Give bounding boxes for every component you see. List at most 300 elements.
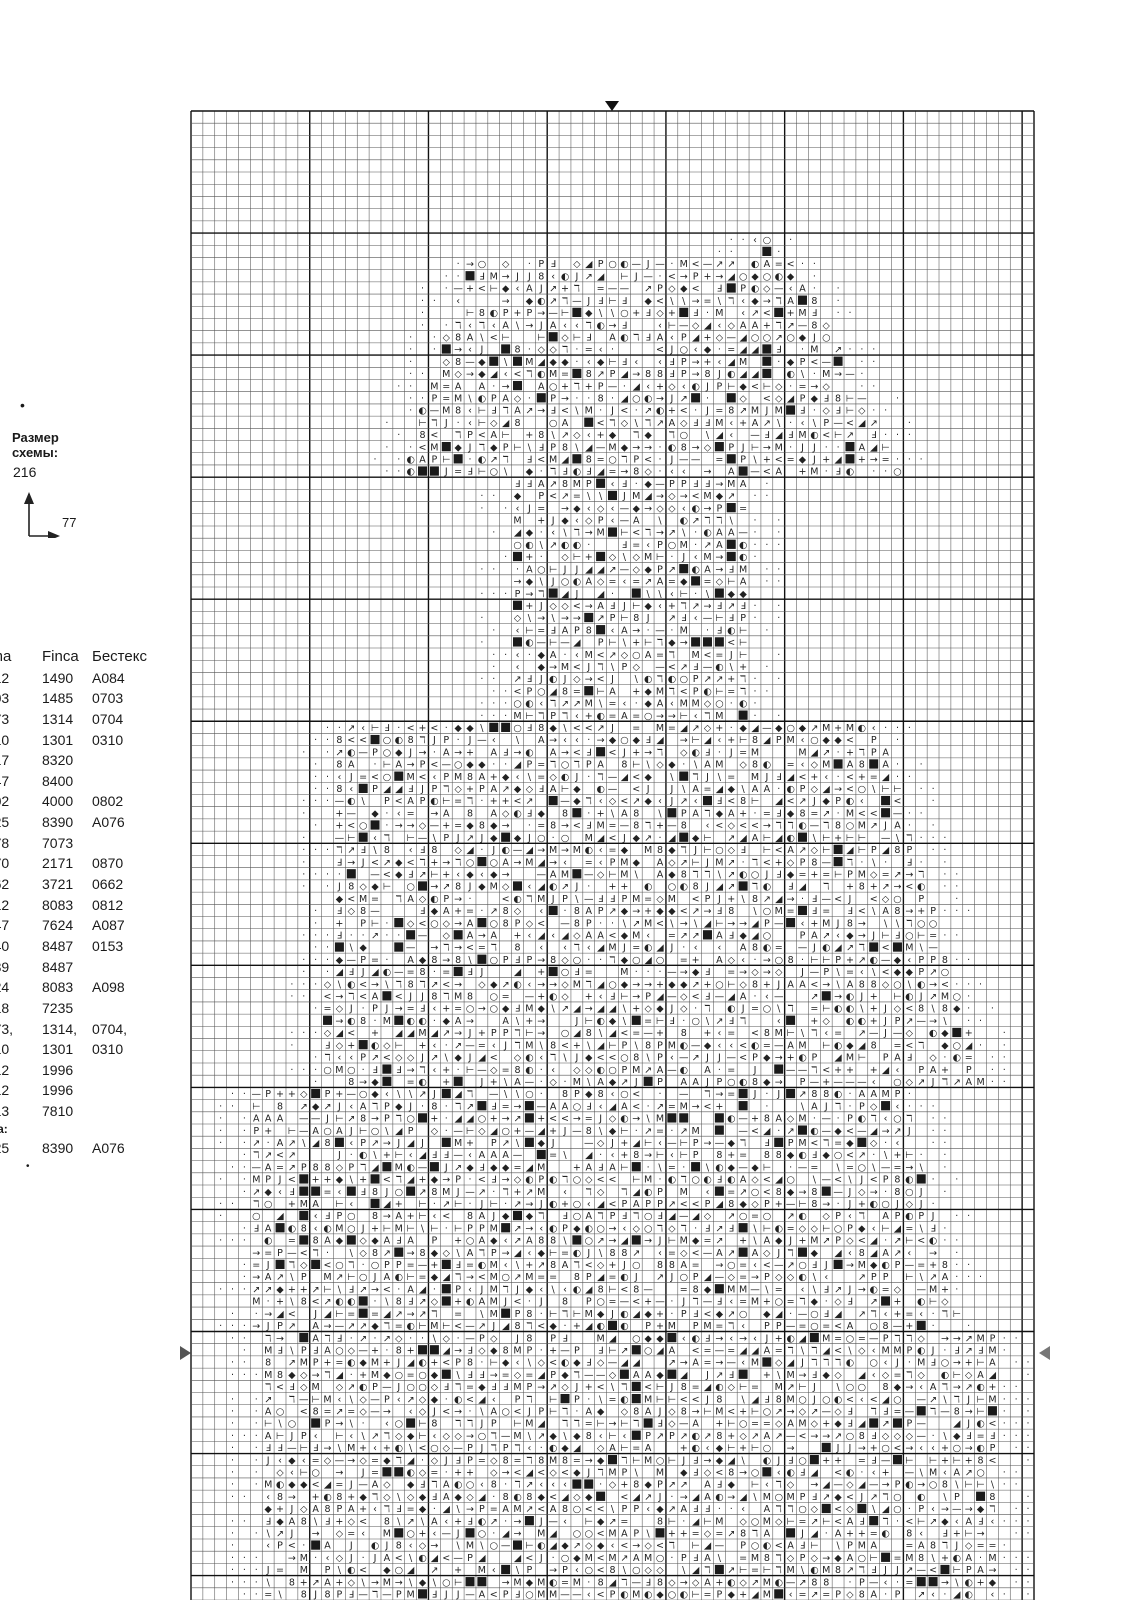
stitch-symbol: A [491,747,498,758]
stitch-symbol: ℸ [942,1382,948,1393]
stitch-symbol: M [822,723,830,734]
stitch-symbol: · [658,271,661,282]
stitch-symbol: ◢ [870,1126,878,1137]
stitch-symbol [359,833,368,842]
stitch-symbol: ℸ [716,516,722,527]
stitch-symbol: ⊢ [596,1419,604,1430]
stitch-symbol: ◢ [597,1004,605,1015]
stitch-symbol: M [798,1138,806,1149]
stitch-symbol: 8 [467,772,473,783]
stitch-symbol: J [373,1553,377,1564]
stitch-symbol: · [421,308,424,319]
stitch-symbol: ⊢ [537,332,545,343]
stitch-symbol: ◇ [573,430,581,441]
stitch-symbol: A [336,1126,343,1137]
stitch-symbol: A [597,601,604,612]
stitch-symbol: ↗ [893,1248,901,1259]
stitch-symbol: M [608,1468,616,1479]
stitch-symbol: ◐ [371,1040,379,1051]
stitch-symbol: ℸ [894,1333,900,1344]
stitch-symbol: A [384,1272,391,1283]
stitch-symbol: ◇ [336,1040,344,1051]
stitch-symbol: A [787,296,794,307]
stitch-symbol: · [884,1236,887,1247]
stitch-symbol: J [361,1223,365,1234]
stitch-symbol: · [837,747,840,758]
stitch-symbol: ◇ [300,1089,308,1100]
stitch-symbol [501,723,510,732]
stitch-symbol: · [302,979,305,990]
stitch-symbol: A [502,1150,509,1161]
stitch-symbol: ⊢ [798,1382,806,1393]
stitch-symbol: ⊢ [656,1394,664,1405]
stitch-symbol: M [881,1345,889,1356]
stitch-symbol: ↗ [656,1431,664,1442]
stitch-symbol: ○ [395,1187,403,1198]
stitch-symbol: M [525,857,533,868]
stitch-symbol: A [265,1162,272,1173]
bestex-code: 0812 [92,895,123,915]
stitch-symbol [798,1248,807,1257]
stitch-symbol: 8 [467,1358,473,1369]
stitch-symbol: ◇ [656,308,664,319]
stitch-symbol: ◆ [799,723,807,734]
stitch-symbol: — [631,259,641,270]
stitch-symbol: = [656,650,664,661]
stitch-symbol: → [822,1199,830,1210]
stitch-symbol: ‹ [836,930,840,941]
stitch-symbol: 8 [681,1382,687,1393]
stitch-symbol: ℸ [348,992,354,1003]
stitch-symbol: A [277,1138,284,1149]
stitch-symbol: ◇ [704,1468,712,1479]
stitch-symbol: ○ [406,1529,414,1540]
stitch-symbol: 8 [301,1223,307,1234]
stitch-symbol: ◇ [514,906,522,917]
stitch-symbol: \ [694,918,698,929]
stitch-symbol: Ⅎ [539,784,544,795]
stitch-symbol: < [419,1443,427,1454]
stitch-symbol: A [894,821,901,832]
stitch-symbol: ‹ [563,1187,567,1198]
stitch-symbol: Ⅎ [930,1358,935,1369]
stitch-symbol: M [490,1297,498,1308]
stitch-symbol: = [977,1431,985,1442]
stitch-symbol: · [243,1553,246,1564]
stitch-symbol: ○ [490,1004,498,1015]
stitch-symbol: Ⅎ [527,808,532,819]
stitch-symbol: ○ [371,1260,379,1271]
gamma-code: 2 [0,874,9,894]
stitch-symbol: P [420,760,426,771]
stitch-symbol: 8 [764,1028,770,1039]
stitch-symbol: + [656,1309,664,1320]
stitch-symbol: ◢ [478,1053,486,1064]
stitch-symbol: — [643,1284,653,1295]
stitch-symbol: · [1003,1382,1006,1393]
stitch-symbol: < [597,1053,605,1064]
stitch-symbol: 8 [526,1309,532,1320]
stitch-symbol: · [575,393,578,404]
stitch-symbol: \ [480,723,484,734]
stitch-symbol: J [349,1004,353,1015]
stitch-symbol: Ⅎ [622,479,627,490]
stitch-symbol: — [252,1089,262,1100]
stitch-symbol: · [314,772,317,783]
stitch-symbol: + [371,1345,379,1356]
stitch-symbol: ◐ [525,747,533,758]
stitch-symbol: Ⅎ [728,1016,733,1027]
gamma-code: 3 [0,709,9,729]
stitch-symbol: · [243,1223,246,1234]
stitch-symbol: ↗ [846,1565,854,1576]
stitch-symbol: 8 [918,1004,924,1015]
stitch-symbol [691,1162,700,1171]
stitch-symbol: — [560,796,570,807]
stitch-symbol: ◆ [633,833,641,844]
stitch-symbol: M [822,1565,830,1576]
stitch-symbol: → [692,442,700,453]
stitch-symbol: ◐ [549,882,557,893]
stitch-symbol: + [988,1382,996,1393]
stitch-symbol: · [932,1175,935,1186]
stitch-symbol: 8 [894,1187,900,1198]
stitch-symbol: ⊢ [383,1223,391,1234]
stitch-symbol: · [848,1089,851,1100]
stitch-symbol: ‹ [658,357,662,368]
stitch-symbol: ◐ [798,1211,806,1222]
stitch-symbol: Ⅎ [586,747,591,758]
stitch-symbol: · [255,1480,258,1491]
stitch-symbol: = [798,1321,806,1332]
stitch-symbol: ◐ [668,674,676,685]
stitch-symbol: ◆ [609,430,617,441]
stitch-symbol: 8 [514,345,520,356]
stitch-symbol: · [1003,1028,1006,1039]
stitch-symbol: ↗ [264,1284,272,1295]
stitch-symbol: ‹ [456,296,460,307]
stitch-symbol [893,1455,902,1464]
stitch-symbol: M [798,430,806,441]
stitch-symbol [644,1418,653,1427]
stitch-symbol: · [243,1260,246,1271]
stitch-symbol: ◢ [965,1040,973,1051]
stitch-symbol: ‹ [349,1101,353,1112]
stitch-symbol: Ⅎ [693,479,698,490]
stitch-symbol: + [763,1370,771,1381]
stitch-symbol: < [727,1406,735,1417]
stitch-symbol: ⊢ [881,442,889,453]
stitch-symbol: M [561,869,569,880]
stitch-symbol: · [409,1333,412,1344]
stitch-symbol: ↗ [846,430,854,441]
stitch-symbol: + [846,747,854,758]
stitch-symbol: ◆ [621,845,629,856]
stitch-symbol: · [753,711,756,722]
stitch-symbol: → [882,1126,890,1137]
stitch-symbol: + [858,772,866,783]
stitch-symbol: \ [373,845,377,856]
stitch-symbol [620,1370,629,1379]
stitch-symbol: ⊢ [763,1223,771,1234]
stitch-symbol: P [693,1150,699,1161]
stitch-symbol: < [644,455,652,466]
stitch-symbol: · [314,1028,317,1039]
stitch-symbol: · [1027,1553,1030,1564]
stitch-symbol: ○ [359,821,367,832]
stitch-symbol: ℸ [574,943,580,954]
stitch-symbol: — [501,1541,511,1552]
stitch-symbol: \ [587,1040,591,1051]
stitch-symbol: ⊢ [513,1419,521,1430]
stitch-symbol: ○ [905,930,913,941]
stitch-symbol: — [620,564,630,575]
stitch-symbol: < [347,735,355,746]
stitch-symbol: ◆ [728,1138,736,1149]
stitch-symbol: ◐ [620,1309,628,1320]
stitch-symbol: A [692,808,699,819]
stitch-symbol: + [454,1297,462,1308]
stitch-symbol [667,1333,676,1342]
stitch-symbol: → [335,1016,343,1027]
stitch-symbol: ↗ [335,1406,343,1417]
stitch-symbol: M [988,1553,996,1564]
stitch-symbol: 8 [574,1272,580,1283]
stitch-symbol: → [905,869,913,880]
stitch-symbol: ℸ [348,1260,354,1271]
stitch-symbol: M [608,442,616,453]
stitch-symbol: ⊢ [739,735,747,746]
stitch-symbol: · [255,1419,258,1430]
stitch-symbol: — [442,1529,452,1540]
stitch-symbol: < [597,1565,605,1576]
stitch-symbol: \ [753,455,757,466]
stitch-symbol: · [492,381,495,392]
stitch-symbol: ⊢ [585,1016,593,1027]
stitch-symbol: ◇ [811,760,819,771]
stitch-symbol: M [692,699,700,710]
stitch-symbol: M [680,1236,688,1247]
stitch-symbol: → [395,1004,403,1015]
stitch-symbol: · [397,430,400,441]
stitch-symbol: ○ [680,1272,688,1283]
stitch-symbol: ◐ [620,259,628,270]
stitch-symbol: M [798,1114,806,1125]
stitch-symbol: ◇ [906,1028,914,1039]
stitch-symbol: P [633,1529,639,1540]
stitch-symbol: — [821,1175,831,1186]
stitch-symbol: \ [777,1004,781,1015]
stitch-symbol: ⊢ [751,1480,759,1491]
stitch-symbol: ℸ [538,711,544,722]
stitch-symbol: = [703,1345,711,1356]
stitch-symbol: J [479,1284,483,1295]
stitch-symbol: ◆ [680,577,688,588]
stitch-symbol: ○ [561,967,569,978]
stitch-symbol: \ [955,1480,959,1491]
stitch-symbol: J [349,1553,353,1564]
stitch-symbol: A [324,1345,331,1356]
stitch-symbol: → [905,1443,913,1454]
stitch-symbol: ◇ [906,1199,914,1210]
stitch-symbol: < [419,442,427,453]
stitch-symbol: → [917,1480,925,1491]
stitch-symbol: ○ [929,1480,937,1491]
stitch-symbol: \ [338,1565,342,1576]
stitch-symbol: J [669,345,673,356]
stitch-symbol: ○ [691,1175,699,1186]
stitch-symbol: ◐ [620,1321,628,1332]
stitch-symbol: · [718,747,721,758]
stitch-symbol: < [573,723,581,734]
stitch-symbol: \ [397,1516,401,1527]
stitch-symbol: Ⅎ [657,1419,662,1430]
stitch-symbol: ○ [893,979,901,990]
stitch-symbol: ◢ [585,1284,593,1295]
stitch-symbol: 8 [859,760,865,771]
stitch-symbol: · [243,1175,246,1186]
stitch-symbol: P [467,1455,473,1466]
stitch-symbol: + [549,1126,557,1137]
stitch-symbol: · [302,747,305,758]
stitch-symbol: + [965,1455,973,1466]
stitch-symbol: ↗ [727,869,735,880]
stitch-symbol: ‹ [884,1114,888,1125]
stitch-symbol: ⊢ [608,638,616,649]
stitch-symbol: ↗ [549,479,557,490]
stitch-symbol: · [955,979,958,990]
stitch-symbol: ◇ [549,1468,557,1479]
stitch-symbol: · [943,930,946,941]
stitch-symbol: P [562,1223,568,1234]
stitch-symbol: ↗ [692,601,700,612]
stitch-symbol [394,1248,403,1257]
stitch-symbol: ↗ [929,1272,937,1283]
stitch-symbol: A [740,320,747,331]
stitch-symbol: ◆ [621,442,629,453]
stitch-symbol: J [883,1004,887,1015]
stitch-symbol: ◐ [680,1065,688,1076]
stitch-symbol: ○ [501,1272,509,1283]
stitch-symbol: · [908,723,911,734]
stitch-symbol [442,1138,451,1147]
stitch-symbol: < [442,979,450,990]
stitch-symbol: J [396,1358,400,1369]
stitch-symbol: P [455,1284,461,1295]
stitch-symbol: P [313,1358,319,1369]
stitch-symbol: · [635,1126,638,1137]
stitch-symbol: < [490,1053,498,1064]
stitch-symbol: A [407,955,414,966]
stitch-symbol: P [918,1065,924,1076]
stitch-symbol: ↗ [597,1236,605,1247]
stitch-symbol: — [537,1101,547,1112]
stitch-symbol: · [480,503,483,514]
stitch-symbol: A [752,784,759,795]
stitch-symbol: ‹ [896,1101,900,1112]
stitch-symbol: ↗ [798,845,806,856]
stitch-symbol: + [442,1065,450,1076]
stitch-symbol: ‹ [611,625,615,636]
stitch-symbol: P [693,1138,699,1149]
stitch-symbol: = [454,467,462,478]
stitch-symbol: ‹ [824,772,828,783]
stitch-symbol: ‹ [468,406,472,417]
stitch-symbol: + [276,1504,284,1515]
stitch-symbol: M [513,1345,521,1356]
stitch-symbol: J [479,967,483,978]
stitch-symbol [596,747,605,756]
stitch-symbol: ◐ [573,1248,581,1259]
stitch-symbol: ○ [917,918,925,929]
stitch-symbol: ↗ [525,406,533,417]
stitch-symbol: — [916,1431,926,1442]
stitch-symbol: + [490,796,498,807]
stitch-symbol: ↗ [870,418,878,429]
stitch-symbol: · [433,345,436,356]
stitch-symbol: → [632,369,640,380]
stitch-symbol: ○ [288,1419,296,1430]
stitch-symbol: ◆ [953,1431,961,1442]
stitch-symbol: + [846,1065,854,1076]
stitch-symbol: · [753,491,756,502]
stitch-symbol: ◇ [894,1431,902,1442]
stitch-symbol: ○ [549,418,557,429]
stitch-symbol: \ [718,869,722,880]
stitch-symbol: ⊢ [834,430,842,441]
stitch-symbol: ◇ [597,1260,605,1271]
stitch-symbol: M [846,723,854,734]
stitch-symbol: → [644,1236,652,1247]
gamma-code: 0 [0,853,9,873]
stitch-symbol: ℸ [526,369,532,380]
stitch-symbol: + [371,1028,379,1039]
stitch-symbol: · [480,845,483,856]
stitch-symbol: P [693,686,699,697]
stitch-symbol [513,1540,522,1549]
stitch-symbol: · [433,332,436,343]
stitch-symbol: A [716,1248,723,1259]
stitch-symbol: + [371,1223,379,1234]
stitch-symbol: + [430,857,438,868]
stitch-symbol: ◆ [941,1040,949,1051]
stitch-symbol: \ [920,1468,924,1479]
stitch-symbol: ◆ [811,1297,819,1308]
stitch-symbol: ◐ [786,369,794,380]
stitch-symbol: · [1027,1492,1030,1503]
stitch-symbol: ◢ [728,1455,736,1466]
stitch-symbol: ℸ [550,699,556,710]
stitch-symbol: ℸ [788,1345,794,1356]
stitch-symbol: ↗ [466,833,474,844]
stitch-symbol: ↗ [561,699,569,710]
stitch-symbol: — [667,992,677,1003]
stitch-symbol: ◇ [823,381,831,392]
stitch-symbol: = [870,1529,878,1540]
stitch-symbol: ◇ [561,979,569,990]
finca-code: 3721 [42,874,73,894]
stitch-symbol: ◇ [858,1187,866,1198]
stitch-symbol: ↗ [537,1260,545,1271]
stitch-symbol: ◢ [561,455,569,466]
stitch-symbol: · [765,686,768,697]
stitch-symbol: M [858,1541,866,1552]
stitch-symbol: → [965,1443,973,1454]
stitch-symbol: Ⅎ [788,882,793,893]
stitch-symbol: → [680,735,688,746]
stitch-symbol: ⊢ [905,1455,913,1466]
stitch-symbol: ℸ [324,1370,330,1381]
